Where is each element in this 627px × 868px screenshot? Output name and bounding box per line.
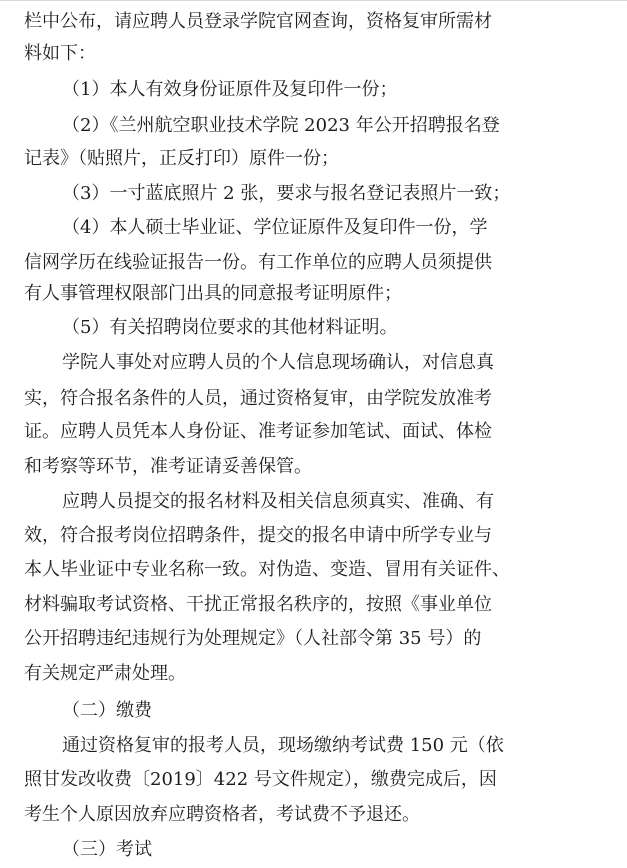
text-line-15: 应聘人员提交的报名材料及相关信息须真实、准确、有 bbox=[62, 491, 494, 512]
text-line-9: 有人事管理权限部门出具的同意报考证明原件； bbox=[24, 283, 402, 304]
text-line-4: （2）《兰州航空职业技术学院 2023 年公开招聘报名登 bbox=[62, 115, 500, 136]
top-divider bbox=[0, 0, 627, 1]
section-heading-exam: （三）考试 bbox=[62, 839, 152, 860]
text-line-7: （4）本人硕士毕业证、学位证原件及复印件一份，学 bbox=[62, 217, 488, 238]
text-line-16: 效，符合报考岗位招聘条件，提交的报名申请中所学专业与 bbox=[24, 525, 492, 546]
text-line-5: 记表》（贴照片，正反打印）原件一份； bbox=[24, 148, 339, 169]
text-line-8: 信网学历在线验证报告一份。有工作单位的应聘人员须提供 bbox=[24, 252, 492, 273]
text-line-2: 料如下： bbox=[24, 43, 96, 64]
text-line-18: 材料骗取考试资格、干扰正常报名秩序的，按照《事业单位 bbox=[24, 594, 492, 615]
text-line-11: 学院人事处对应聘人员的个人信息现场确认，对信息真 bbox=[62, 352, 494, 373]
text-line-23: 照甘发改收费〔2019〕422 号文件规定），缴费完成后，因 bbox=[24, 769, 497, 790]
text-line-14: 和考察等环节，准考证请妥善保管。 bbox=[24, 456, 312, 477]
text-line-20: 有关规定严肃处理。 bbox=[24, 663, 186, 684]
text-line-13: 证。应聘人员凭本人身份证、准考证参加笔试、面试、体检 bbox=[24, 421, 492, 442]
text-line-3: （1）本人有效身份证原件及复印件一份； bbox=[62, 79, 398, 100]
text-line-10: （5）有关招聘岗位要求的其他材料证明。 bbox=[62, 317, 398, 338]
text-line-6: （3）一寸蓝底照片 2 张，要求与报名登记表照片一致； bbox=[62, 183, 511, 204]
text-line-22: 通过资格复审的报考人员，现场缴纳考试费 150 元（依 bbox=[62, 735, 504, 756]
text-line-19: 公开招聘违纪违规行为处理规定》（人社部令第 35 号）的 bbox=[24, 628, 482, 649]
text-line-12: 实，符合报名条件的人员，通过资格复审，由学院发放准考 bbox=[24, 388, 492, 409]
text-line-1: 栏中公布，请应聘人员登录学院官网查询，资格复审所需材 bbox=[24, 11, 492, 32]
text-line-17: 本人毕业证中专业名称一致。对伪造、变造、冒用有关证件、 bbox=[24, 559, 510, 580]
text-line-24: 考生个人原因放弃应聘资格者，考试费不予退还。 bbox=[24, 804, 420, 825]
section-heading-fee: （二）缴费 bbox=[62, 700, 152, 721]
